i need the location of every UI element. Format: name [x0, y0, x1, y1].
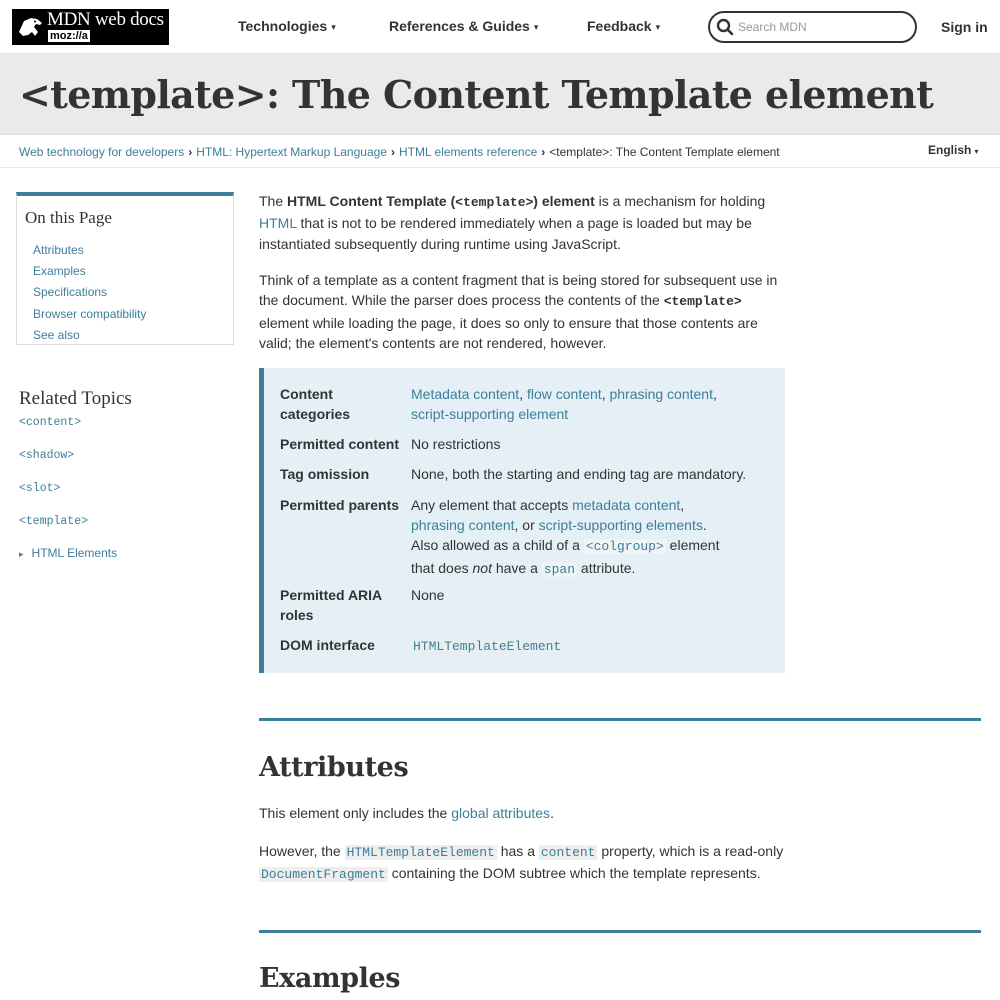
toc-item [33, 304, 146, 325]
toc-link-see-also[interactable]: See also [33, 327, 80, 342]
code-documentfragment: DocumentFragment [261, 867, 386, 883]
dinosaur-icon [15, 12, 45, 42]
chevron-down-icon: ▾ [331, 22, 336, 32]
code-htmltemplateelement: HTMLTemplateElement [413, 639, 562, 654]
toc-item [33, 240, 146, 261]
examples-heading: Examples [259, 963, 401, 994]
code-template: <template> [663, 294, 742, 310]
text: . [550, 805, 554, 821]
sign-in-link[interactable]: Sign in [941, 19, 988, 35]
site-header [0, 0, 1000, 54]
intro-paragraph-1 [259, 191, 789, 254]
text: element while loading the page, it does so only to ensure that those contents are valid; the element's contents are not rendered, however. [259, 314, 758, 352]
documentfragment-link[interactable] [259, 865, 388, 881]
nav-technologies[interactable] [238, 18, 336, 34]
related-topics-title: Related Topics [19, 388, 132, 409]
related-link-slot-text: <slot> [19, 482, 61, 495]
text: that is not to be rendered immediately when a page is loaded but may be instantiated subsequently during runtime using JavaScript. [259, 215, 752, 252]
code-content: content [540, 845, 596, 860]
content-property-link[interactable] [539, 843, 598, 859]
breadcrumb-elements-reference[interactable]: HTML elements reference [398, 145, 538, 159]
related-link-template-text: <template> [19, 515, 89, 528]
related-link-content-text: <content> [19, 416, 82, 429]
intro-paragraph-2 [259, 270, 789, 354]
related-link-content[interactable] [19, 414, 81, 428]
page-title: <template>: The Content Template element [19, 72, 934, 117]
code-span: span [543, 561, 576, 577]
text: However, the [259, 843, 345, 859]
bold-term [287, 193, 595, 209]
toc-list [33, 240, 146, 346]
nav-feedback[interactable] [587, 18, 660, 34]
text: containing the DOM subtree which the template represents. [387, 865, 761, 882]
text: . Also allowed as a child of a [411, 517, 707, 554]
attributes-heading: Attributes [259, 752, 409, 783]
text: ) element [533, 193, 595, 209]
language-selector[interactable] [928, 143, 978, 157]
text: , [601, 386, 610, 402]
mozilla-wordmark: moz://a [50, 30, 88, 42]
on-this-page-box [16, 192, 234, 345]
toc-item [33, 261, 146, 282]
breadcrumb-separator: › [188, 145, 193, 159]
permitted-content-value: No restrictions [411, 436, 501, 452]
dom-interface-label: DOM interface [280, 637, 375, 653]
text: , [713, 386, 717, 402]
related-topics-list [19, 413, 239, 578]
text: property, which is a read-only [597, 843, 784, 859]
htmltemplateelement-link[interactable] [345, 843, 497, 859]
tag-omission-label: Tag omission [280, 466, 370, 482]
section-divider [259, 930, 981, 933]
content-categories-label[interactable]: Content categories [280, 386, 351, 423]
section-divider [259, 718, 981, 721]
toc-link-browser-compatibility[interactable]: Browser compatibility [33, 306, 147, 321]
nav-feedback-label: Feedback [587, 18, 652, 34]
content-categories-value [411, 384, 731, 424]
metadata-content-link[interactable]: metadata content [572, 497, 681, 513]
text: , or [514, 517, 539, 534]
script-supporting-link[interactable]: script-supporting element [411, 406, 569, 423]
nav-technologies-label: Technologies [238, 18, 328, 34]
text: have a [491, 559, 542, 576]
breadcrumb-separator: › [541, 145, 546, 159]
expand-triangle-icon: ▸ [19, 549, 24, 559]
permitted-content-label: Permitted content [280, 436, 400, 452]
html-template-element-link[interactable] [411, 635, 731, 657]
related-html-elements-link[interactable]: HTML Elements [31, 546, 118, 560]
text: , [680, 497, 685, 513]
span-attribute-link[interactable] [542, 560, 577, 576]
toc-link-attributes[interactable]: Attributes [33, 243, 84, 257]
global-attributes-link[interactable]: global attributes [451, 805, 551, 821]
search-icon [716, 18, 734, 36]
colgroup-link[interactable] [584, 537, 666, 553]
chevron-down-icon: ▾ [533, 22, 539, 32]
nav-references-guides[interactable] [389, 18, 538, 34]
toc-item [33, 325, 146, 346]
logo-wordmark: MDN web docs [47, 9, 164, 30]
text: has a [496, 843, 539, 859]
related-item [19, 413, 239, 446]
aria-roles-value: None [411, 587, 445, 603]
text: element that does [411, 537, 720, 576]
text: HTML Content Template ( [287, 193, 456, 209]
search-input[interactable] [738, 18, 908, 36]
toc-item [33, 282, 146, 303]
flow-content-link[interactable]: flow content [526, 386, 602, 402]
text: The [259, 193, 288, 209]
code-htmltemplateelement: HTMLTemplateElement [346, 845, 495, 860]
code-template: <template> [455, 195, 534, 210]
toc-link-examples[interactable]: Examples [33, 264, 86, 279]
related-link-slot[interactable] [19, 480, 60, 494]
related-item [19, 446, 239, 479]
text: Any element that accepts [411, 497, 573, 513]
search-box[interactable] [708, 11, 917, 43]
breadcrumb-web-technology[interactable]: Web technology for developers [19, 145, 185, 159]
aria-roles-label[interactable]: Permitted ARIA roles [280, 587, 382, 624]
code-colgroup: <colgroup> [585, 539, 664, 555]
breadcrumb-bar [0, 136, 1000, 168]
permitted-parents-value [411, 495, 731, 580]
breadcrumb-current: <template>: The Content Template element [549, 145, 780, 159]
emphasis: not [472, 559, 492, 576]
html-link[interactable]: HTML [259, 215, 297, 232]
text: , [519, 386, 527, 402]
text: This element only includes the [259, 805, 452, 821]
related-item [19, 512, 239, 545]
mdn-logo[interactable] [12, 9, 169, 45]
breadcrumb [19, 145, 780, 159]
text: is a mechanism for holding [594, 193, 766, 209]
chevron-down-icon: ▾ [974, 147, 979, 156]
language-label: English [928, 143, 972, 157]
tag-omission-value: None, both the starting and ending tag are mandatory. [411, 466, 747, 482]
related-tree-html-elements[interactable] [19, 545, 239, 578]
text: attribute. [577, 559, 636, 576]
related-link-shadow[interactable] [19, 447, 74, 461]
related-link-shadow-text: <shadow> [19, 449, 75, 462]
metadata-content-link[interactable]: Metadata content [411, 386, 520, 402]
toc-link-specifications[interactable]: Specifications [33, 285, 108, 300]
chevron-down-icon: ▾ [655, 22, 661, 32]
toc-title: On this Page [25, 208, 112, 227]
attributes-paragraph-2 [259, 841, 789, 886]
related-link-template[interactable] [19, 513, 88, 527]
properties-table [259, 368, 785, 673]
breadcrumb-separator: › [390, 145, 395, 159]
phrasing-content-link[interactable]: phrasing content [609, 386, 713, 402]
script-supporting-elements-link[interactable]: script-supporting elements [538, 517, 703, 534]
phrasing-content-link[interactable]: phrasing content [411, 517, 515, 534]
title-band [0, 54, 1000, 135]
breadcrumb-html[interactable]: HTML: Hypertext Markup Language [196, 145, 387, 159]
attributes-paragraph-1 [259, 803, 789, 823]
related-topics [19, 386, 239, 578]
text: Think of a template as a content fragment that is being stored for subsequent use in the document. While the parser does process the contents of the [259, 272, 778, 309]
permitted-parents-label: Permitted parents [280, 497, 400, 513]
nav-references-label: References & Guides [389, 18, 530, 34]
related-item [19, 479, 239, 512]
